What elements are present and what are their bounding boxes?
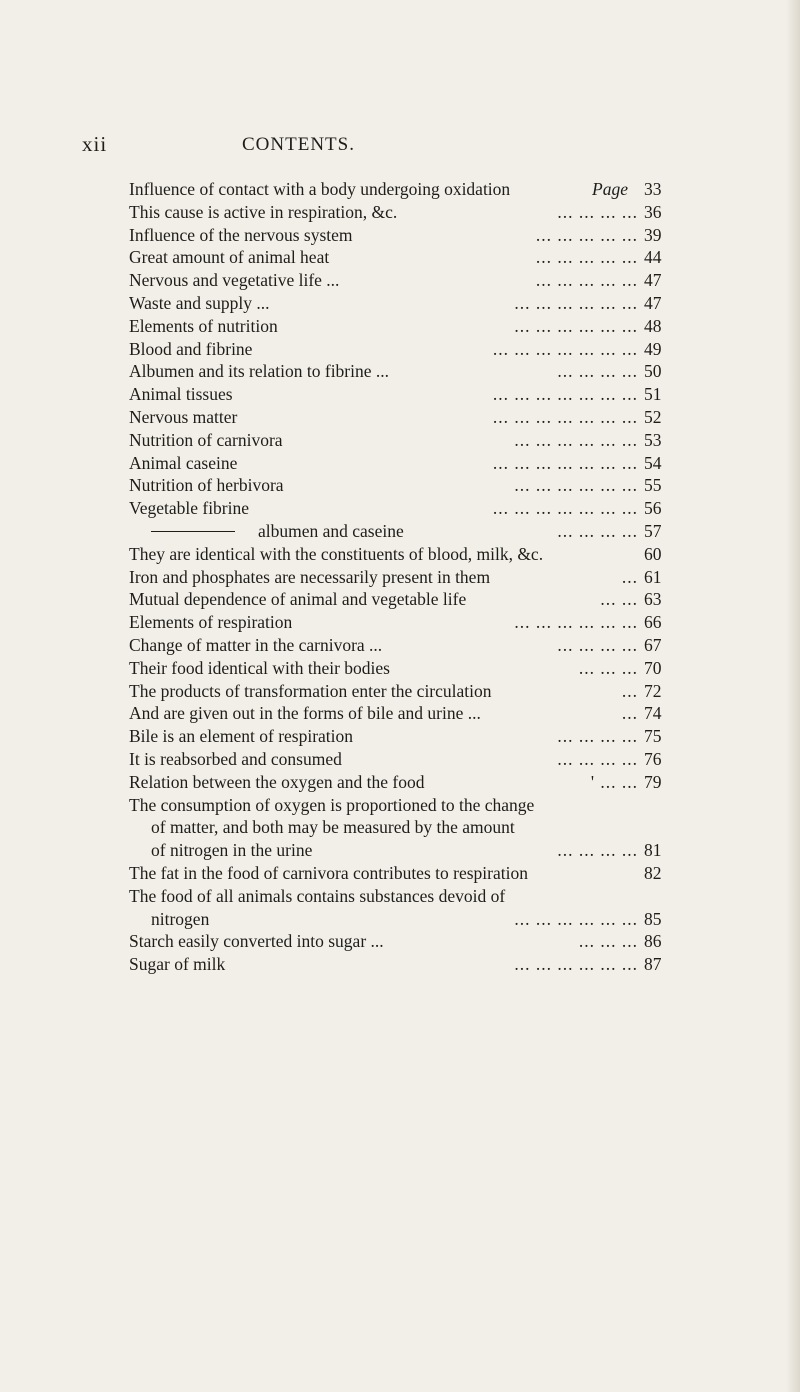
toc-entry-title: And are given out in the forms of bile and urine ... xyxy=(129,703,481,724)
page-number: xii xyxy=(82,132,108,156)
toc-entry-title: Great amount of animal heat xyxy=(129,247,330,268)
toc-page-number: 72 xyxy=(644,680,662,701)
toc-entry xyxy=(129,429,680,452)
toc-page-number: 76 xyxy=(644,748,662,769)
toc-entry xyxy=(129,634,680,657)
toc-entry xyxy=(129,611,680,634)
dot-leader: ... ... ... ... ... xyxy=(535,247,638,268)
toc-entry xyxy=(129,588,680,611)
toc-entry-title: Animal tissues xyxy=(129,384,233,405)
toc-entry xyxy=(129,839,680,862)
page-column-label: Page xyxy=(592,179,628,199)
toc-page-number: 60 xyxy=(644,543,662,564)
dot-leader: ... ... xyxy=(600,589,638,610)
toc-page-number: 44 xyxy=(644,247,662,268)
toc-entry xyxy=(129,862,680,885)
page-edge-shadow xyxy=(786,0,800,1392)
toc-page-number: 85 xyxy=(644,908,662,929)
toc-entry-title: nitrogen xyxy=(151,908,210,929)
toc-entry xyxy=(129,452,680,475)
toc-entry-title: of matter, and both may be measured by the amount xyxy=(151,817,515,838)
toc-entry xyxy=(129,201,680,224)
dot-leader: ... ... ... ... xyxy=(557,201,638,222)
toc-entry xyxy=(129,771,680,794)
toc-page-number: 82 xyxy=(644,862,662,883)
dot-leader: ... ... ... ... xyxy=(557,634,638,655)
dot-leader: ... ... ... ... ... ... ... xyxy=(492,498,638,519)
toc-entry-title: The fat in the food of carnivora contributes to respiration xyxy=(129,862,528,883)
toc-page-number: 56 xyxy=(644,498,662,519)
toc-page-number: 52 xyxy=(644,406,662,427)
dot-leader: ... ... ... ... xyxy=(557,840,638,861)
toc-entry xyxy=(129,680,680,703)
toc-page-number: 61 xyxy=(644,566,662,587)
toc-entry xyxy=(129,292,680,315)
toc-entry xyxy=(129,702,680,725)
toc-page-number: 50 xyxy=(644,361,662,382)
toc-page-number: 79 xyxy=(644,771,662,792)
dot-leader: ... ... ... xyxy=(578,657,638,678)
toc-page-number: 33 xyxy=(644,179,662,199)
toc-entry-title: Influence of the nervous system xyxy=(129,224,353,245)
toc-page-number: 87 xyxy=(644,954,662,975)
dot-leader: ... ... ... ... ... ... ... xyxy=(492,338,638,359)
dot-leader: ... ... ... ... ... ... xyxy=(514,475,638,496)
toc-entry-title: Blood and fibrine xyxy=(129,338,253,359)
toc-entry-title: Relation between the oxygen and the food xyxy=(129,771,425,792)
toc-page-number: 51 xyxy=(644,384,662,405)
dot-leader: ... ... ... ... ... xyxy=(535,270,638,291)
toc-entry-title: The products of transformation enter the circulation xyxy=(129,680,492,701)
dot-leader: ... ... ... ... ... ... xyxy=(514,315,638,336)
toc-entry-title: Nervous and vegetative life ... xyxy=(129,270,340,291)
toc-entry xyxy=(129,908,680,931)
toc-entry xyxy=(129,178,680,201)
toc-entry xyxy=(129,224,680,247)
toc-entry-title: Influence of contact with a body undergoing oxidation xyxy=(129,179,511,199)
toc-page-number: 36 xyxy=(644,201,662,222)
toc-entry xyxy=(129,930,680,953)
toc-entry xyxy=(129,566,680,589)
toc-page-number: 47 xyxy=(644,270,662,291)
toc-entry xyxy=(129,406,680,429)
running-head: CONTENTS. xyxy=(242,134,355,155)
toc-page-number: 75 xyxy=(644,726,662,747)
toc-entry-title: This cause is active in respiration, &c. xyxy=(129,201,398,222)
toc-entry xyxy=(129,748,680,771)
toc-page-number: 74 xyxy=(644,703,662,724)
dot-leader: ... ... ... ... xyxy=(557,520,638,541)
toc-entry xyxy=(129,383,680,406)
toc-entry xyxy=(129,953,680,976)
toc-entry xyxy=(129,543,680,566)
toc-page-number: 57 xyxy=(644,520,662,541)
toc-entry-title: It is reabsorbed and consumed xyxy=(129,748,342,769)
toc-page-number: 67 xyxy=(644,634,662,655)
toc-entry xyxy=(129,315,680,338)
toc-page-number: 86 xyxy=(644,931,662,952)
toc-entry-title: Animal caseine xyxy=(129,452,238,473)
toc-entry-title: Waste and supply ... xyxy=(129,292,270,313)
dot-leader: ... ... ... ... ... ... xyxy=(514,954,638,975)
dot-leader: ... ... ... ... ... ... xyxy=(514,908,638,929)
page-header xyxy=(0,132,800,172)
toc-entry xyxy=(129,885,680,908)
toc-page-number: 39 xyxy=(644,224,662,245)
toc-entry-title: Iron and phosphates are necessarily present in them xyxy=(129,566,491,587)
dot-leader: ... ... ... xyxy=(578,931,638,952)
toc-page-number: 48 xyxy=(644,315,662,336)
dot-leader: ... ... ... ... xyxy=(557,748,638,769)
table-of-contents xyxy=(129,178,680,976)
dot-leader: ... ... ... ... ... ... ... xyxy=(492,406,638,427)
toc-entry xyxy=(129,657,680,680)
toc-entry-title: Elements of nutrition xyxy=(129,315,278,336)
dot-leader: ... ... ... ... ... ... ... xyxy=(492,384,638,405)
toc-page-number: 47 xyxy=(644,292,662,313)
dot-leader: ' ... ... xyxy=(590,771,638,792)
toc-entry-title: Starch easily converted into sugar ... xyxy=(129,931,384,952)
dot-leader: ... xyxy=(621,566,638,587)
ditto-rule xyxy=(151,531,235,532)
toc-entry-title: Nutrition of carnivora xyxy=(129,429,283,450)
toc-entry xyxy=(129,474,680,497)
dot-leader: ... ... ... ... ... ... xyxy=(514,292,638,313)
toc-entry xyxy=(129,338,680,361)
toc-entry-title: albumen and caseine xyxy=(258,520,404,541)
toc-entry-title: Sugar of milk xyxy=(129,954,226,975)
dot-leader: ... ... ... ... ... ... xyxy=(514,429,638,450)
toc-page-number: 81 xyxy=(644,840,662,861)
toc-entry-title: of nitrogen in the urine xyxy=(151,840,313,861)
toc-page-number: 53 xyxy=(644,429,662,450)
dot-leader: ... ... ... ... ... xyxy=(535,224,638,245)
toc-page-number: 49 xyxy=(644,338,662,359)
toc-page-number: 54 xyxy=(644,452,662,473)
toc-entry xyxy=(129,246,680,269)
dot-leader: ... ... ... ... xyxy=(557,361,638,382)
toc-entry-title: Bile is an element of respiration xyxy=(129,726,354,747)
dot-leader: ... ... ... ... xyxy=(557,726,638,747)
toc-page-number: 66 xyxy=(644,612,662,633)
toc-page-number: 55 xyxy=(644,475,662,496)
toc-entry-title: Albumen and its relation to fibrine ... xyxy=(129,361,390,382)
toc-entry xyxy=(129,520,680,543)
toc-entry-title: Elements of respiration xyxy=(129,612,293,633)
toc-entry-title: The consumption of oxygen is proportioned to the change xyxy=(129,794,535,815)
toc-entry xyxy=(129,269,680,292)
toc-entry-title: Change of matter in the carnivora ... xyxy=(129,634,383,655)
toc-entry-title: The food of all animals contains substances devoid of xyxy=(129,885,506,906)
toc-entry xyxy=(129,497,680,520)
toc-entry-title: Nervous matter xyxy=(129,406,238,427)
toc-page-number: 70 xyxy=(644,657,662,678)
toc-entry-title: Mutual dependence of animal and vegetable life xyxy=(129,589,467,610)
toc-entry-title: Their food identical with their bodies xyxy=(129,657,390,678)
toc-entry xyxy=(129,360,680,383)
toc-entry-title: Vegetable fibrine xyxy=(129,498,250,519)
toc-entry xyxy=(129,816,680,839)
toc-page-number: 63 xyxy=(644,589,662,610)
dot-leader: ... ... ... ... ... ... xyxy=(514,612,638,633)
toc-entry-title: They are identical with the constituents of blood, milk, &c. xyxy=(129,543,544,564)
toc-entry-title: Nutrition of herbivora xyxy=(129,475,284,496)
toc-entry xyxy=(129,725,680,748)
dot-leader: ... ... ... ... ... ... ... xyxy=(492,452,638,473)
dot-leader: ... xyxy=(621,703,638,724)
dot-leader: ... xyxy=(621,680,638,701)
toc-entry xyxy=(129,794,680,817)
